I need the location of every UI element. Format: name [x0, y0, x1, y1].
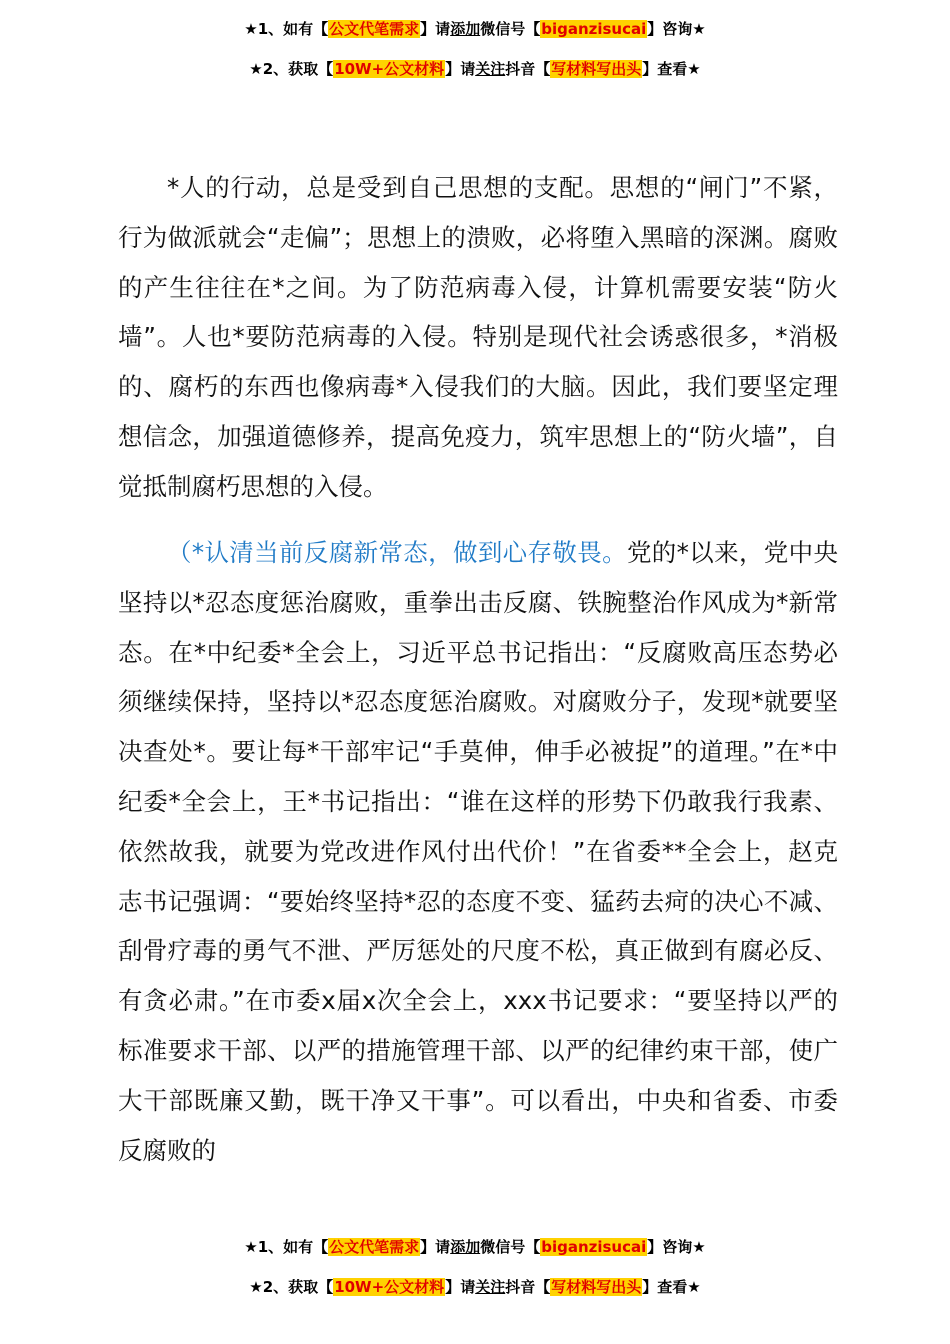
top-banner-line-1	[0, 18, 950, 39]
banner-text: 】请	[420, 1238, 451, 1256]
banner-underlined: 关注	[475, 60, 506, 78]
banner-text: 】请	[445, 60, 476, 78]
banner-highlight-douyin: 写材料写出头	[551, 1278, 642, 1296]
banner-text: 】咨询★	[647, 20, 706, 38]
banner-text: 抖音【	[505, 1278, 551, 1296]
banner-text: 2、获取【	[262, 1278, 334, 1296]
banner-underlined: 关注	[475, 1278, 506, 1296]
banner-underlined: 添加	[450, 20, 481, 38]
banner-text: 】查看★	[642, 60, 701, 78]
section-heading: （*认清当前反腐新常态，做到心存敬畏。	[167, 538, 627, 567]
banner-text: 】请	[420, 20, 451, 38]
banner-highlight: 10W+公文材料	[334, 1278, 445, 1296]
top-banner-line-2	[0, 58, 950, 79]
banner-highlight: 10W+公文材料	[334, 60, 445, 78]
banner-highlight: 公文代笔需求	[329, 20, 420, 38]
bottom-banner-line-1	[0, 1236, 950, 1257]
banner-underlined: 添加	[450, 1238, 481, 1256]
banner-text: 微信号【	[480, 1238, 541, 1256]
banner-text: 】查看★	[642, 1278, 701, 1296]
paragraph-2	[118, 528, 838, 1175]
banner-text: 】咨询★	[647, 1238, 706, 1256]
star-icon: ★	[249, 60, 263, 78]
banner-highlight: 公文代笔需求	[329, 1238, 420, 1256]
banner-text: 】请	[445, 1278, 476, 1296]
banner-text: 2、获取【	[262, 60, 334, 78]
banner-text: 微信号【	[480, 20, 541, 38]
paragraph-1: *人的行动，总是受到自己思想的支配。思想的“闸门”不紧，行为做派就会“走偏”；思想上的溃败，必将堕入黑暗的深渊。腐败的产生往往在*之间。为了防范病毒入侵，计算机需要安装“防火墙”。人也*要防范病毒的入侵。特别是现代社会诱惑很多，*消极的、腐朽的东西也像病毒*入侵我们的大脑。因此，我们要坚定理想信念，加强道德修养，提高免疫力，筑牢思想上的“防火墙”，自觉抵制腐朽思想的入侵。	[118, 173, 838, 501]
star-icon: ★	[244, 1238, 258, 1256]
star-icon: ★	[244, 20, 258, 38]
banner-text: 抖音【	[505, 60, 551, 78]
banner-highlight-wechat: biganzisucai	[541, 20, 647, 38]
banner-text: 1、如有【	[257, 20, 329, 38]
star-icon: ★	[249, 1278, 263, 1296]
bottom-banner-line-2	[0, 1276, 950, 1297]
banner-highlight-wechat: biganzisucai	[541, 1238, 647, 1256]
paragraph-2-body: 党的*以来，党中央坚持以*忍态度惩治腐败，重拳出击反腐、铁腕整治作风成为*新常态。在*中纪委*全会上，习近平总书记指出：“反腐败高压态势必须继续保持，坚持以*忍态度惩治腐败。对腐败分子，发现*就要坚决查处*。要让每*干部牢记“手莫伸，伸手必被捉”的道理。”在*中纪委*全会上，王*书记指出：“谁在这样的形势下仍敢我行我素、依然故我，就要为党改进作风付出代价！”在省委**全会上，赵克志书记强调：“要始终坚持*忍的态度不变、猛药去疴的决心不减、刮骨疗毒的勇气不泄、严厉惩处的尺度不松，真正做到有腐必反、有贪必肃。”在市委x届x次全会上，xxx书记要求：“要坚持以严的标准要求干部、以严的措施管理干部、以严的纪律约束干部，使广大干部既廉又勤，既干净又干事”。可以看出，中央和省委、市委反腐败的	[118, 538, 839, 1165]
banner-highlight-douyin: 写材料写出头	[551, 60, 642, 78]
banner-text: 1、如有【	[257, 1238, 329, 1256]
